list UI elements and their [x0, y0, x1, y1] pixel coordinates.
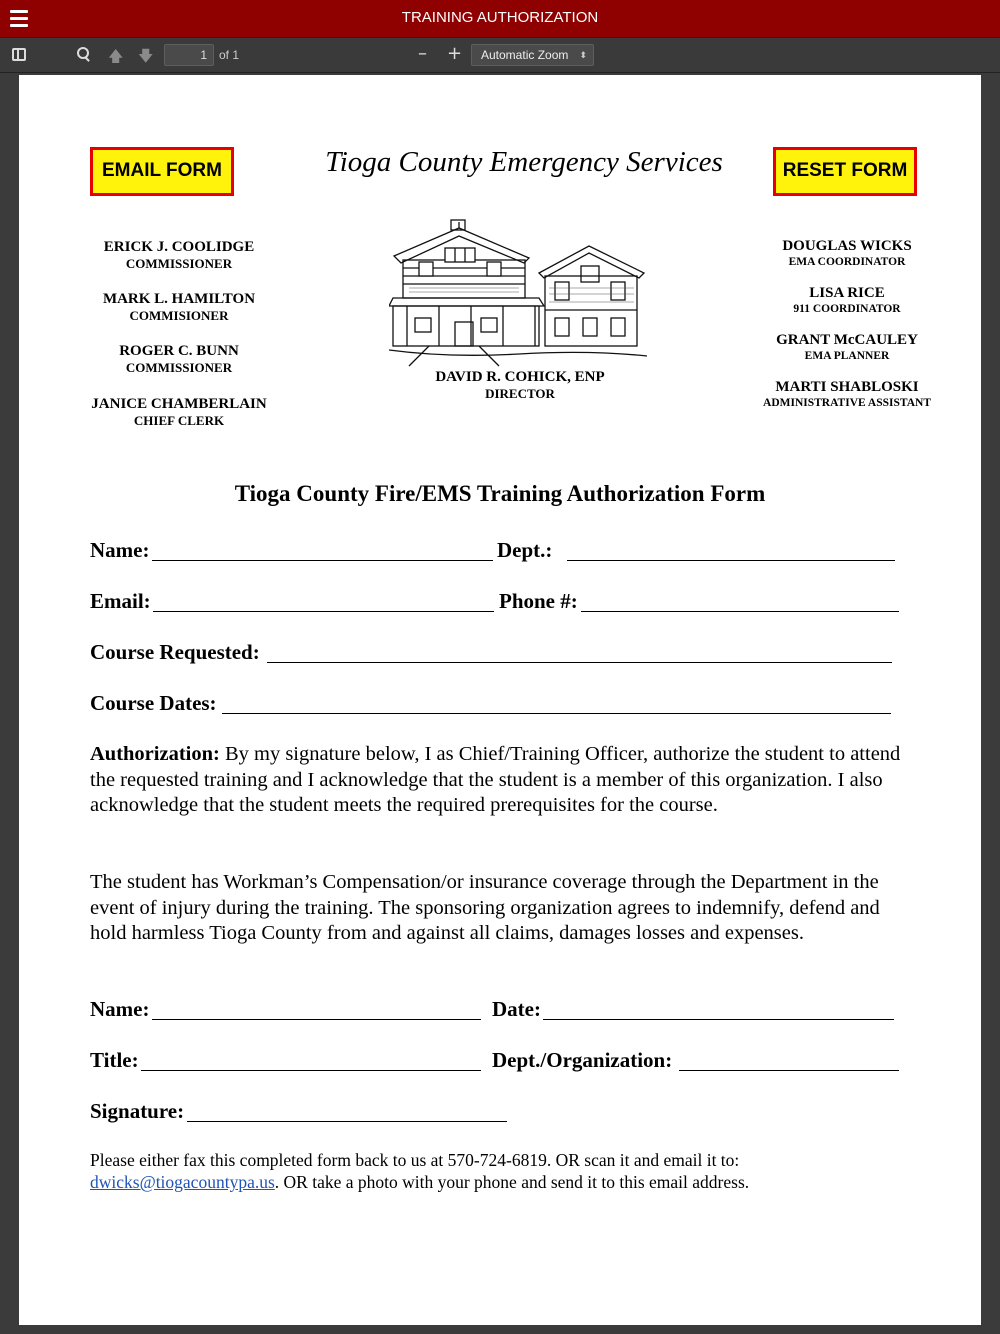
reset-form-button[interactable]: RESET FORM — [773, 147, 917, 196]
official-ema-planner — [737, 332, 957, 364]
phone-field[interactable] — [581, 592, 899, 612]
signature-field[interactable] — [187, 1102, 507, 1122]
official-ema-coordinator — [737, 238, 957, 270]
submission-instructions — [90, 1149, 920, 1193]
authorization-paragraph — [90, 742, 920, 819]
coverage-paragraph: The student has Workman’s Compensation/or insurance coverage through the Department in the event of injury during the training. The sponsoring organization agrees to indemnify, defend and hold harmless Tioga County from and against all claims, damages losses and expenses. — [90, 871, 880, 945]
email-field[interactable] — [153, 592, 494, 612]
name-label: Name: — [90, 538, 150, 562]
course-requested-label: Course Requested: — [90, 640, 260, 664]
official-chief-clerk — [74, 396, 284, 429]
official-name: DOUGLAS WICKS — [782, 238, 912, 254]
building-illustration — [389, 218, 649, 368]
date-field[interactable] — [543, 1000, 894, 1020]
zoom-in-button[interactable]: + — [447, 43, 463, 64]
signature-label: Signature: — [90, 1099, 185, 1123]
chevron-updown-icon: ⬍ — [579, 50, 587, 60]
official-role: COMMISSIONER — [125, 256, 233, 271]
course-requested-field[interactable] — [267, 643, 892, 663]
email-form-button[interactable]: EMAIL FORM — [90, 147, 234, 196]
official-administrative-assistant — [737, 379, 957, 411]
page-number-input[interactable]: 1 — [164, 44, 214, 66]
official-commissioner-2 — [74, 291, 284, 324]
previous-page-icon[interactable]: 🡅 — [108, 47, 124, 65]
official-role: COMMISSIONER — [125, 360, 233, 375]
title-label: Title: — [90, 1048, 139, 1072]
official-name: DAVID R. COHICK, ENP — [435, 369, 605, 385]
authorization-label: Authorization: — [90, 743, 220, 765]
dept-organization-label: Dept./Organization: — [492, 1048, 673, 1072]
official-role: DIRECTOR — [485, 386, 555, 401]
official-name: LISA RICE — [809, 285, 885, 301]
dept-label: Dept.: — [497, 538, 553, 562]
search-icon[interactable] — [76, 47, 90, 63]
phone-label: Phone #: — [499, 589, 578, 613]
course-dates-field[interactable] — [222, 694, 891, 714]
official-role: EMA PLANNER — [804, 350, 890, 362]
authorizer-name-label: Name: — [90, 997, 150, 1021]
email-label: Email: — [90, 589, 151, 613]
form-title: Tioga County Fire/EMS Training Authorization Form — [234, 481, 766, 506]
official-role: EMA COORDINATOR — [788, 256, 906, 268]
official-role: COMMISIONER — [129, 308, 229, 323]
zoom-select[interactable] — [471, 44, 594, 66]
official-role: ADMINISTRATIVE ASSISTANT — [763, 397, 931, 409]
official-role: CHIEF CLERK — [133, 413, 225, 428]
official-role: 911 COORDINATOR — [793, 303, 901, 315]
document-page — [19, 75, 981, 1325]
dept-field[interactable] — [567, 541, 895, 561]
official-name: ROGER C. BUNN — [119, 343, 239, 359]
organization-title: Tioga County Emergency Services — [325, 146, 723, 178]
authorization-text: By my signature below, I as Chief/Training Officer, authorize the student to attend the requested training and I acknowledge that the student is a member of this organization. I also acknowledge that the student meets the required prerequisites for the course. — [90, 743, 901, 817]
official-director — [404, 369, 636, 402]
authorizer-name-field[interactable] — [152, 1000, 481, 1020]
app-title: TRAINING AUTHORIZATION — [401, 9, 599, 26]
official-911-coordinator — [737, 285, 957, 317]
official-commissioner-3 — [74, 343, 284, 376]
date-label: Date: — [492, 997, 541, 1021]
title-bar — [0, 0, 1000, 37]
pdf-toolbar — [0, 37, 1000, 73]
sidebar-toggle-icon[interactable] — [12, 48, 26, 61]
instructions-text-2: . OR take a photo with your phone and send it to this email address. — [274, 1172, 750, 1192]
page-count: of 1 — [219, 48, 240, 62]
title-field[interactable] — [141, 1051, 481, 1071]
zoom-out-button[interactable]: – — [418, 43, 427, 64]
official-name: GRANT McCAULEY — [776, 332, 918, 348]
name-field[interactable] — [152, 541, 493, 561]
official-commissioner-1 — [74, 239, 284, 272]
email-link[interactable]: dwicks@tiogacountypa.us — [90, 1172, 275, 1192]
official-name: MARTI SHABLOSKI — [775, 379, 919, 395]
official-name: JANICE CHAMBERLAIN — [91, 396, 267, 412]
official-name: ERICK J. COOLIDGE — [103, 239, 255, 255]
instructions-text-1: Please either fax this completed form back to us at 570-724-6819. OR scan it and email it to: — [90, 1150, 740, 1170]
official-name: MARK L. HAMILTON — [102, 291, 256, 307]
next-page-icon[interactable]: 🡇 — [138, 47, 154, 65]
zoom-select-value: Automatic Zoom — [481, 48, 569, 62]
course-dates-label: Course Dates: — [90, 691, 217, 715]
dept-organization-field[interactable] — [679, 1051, 899, 1071]
